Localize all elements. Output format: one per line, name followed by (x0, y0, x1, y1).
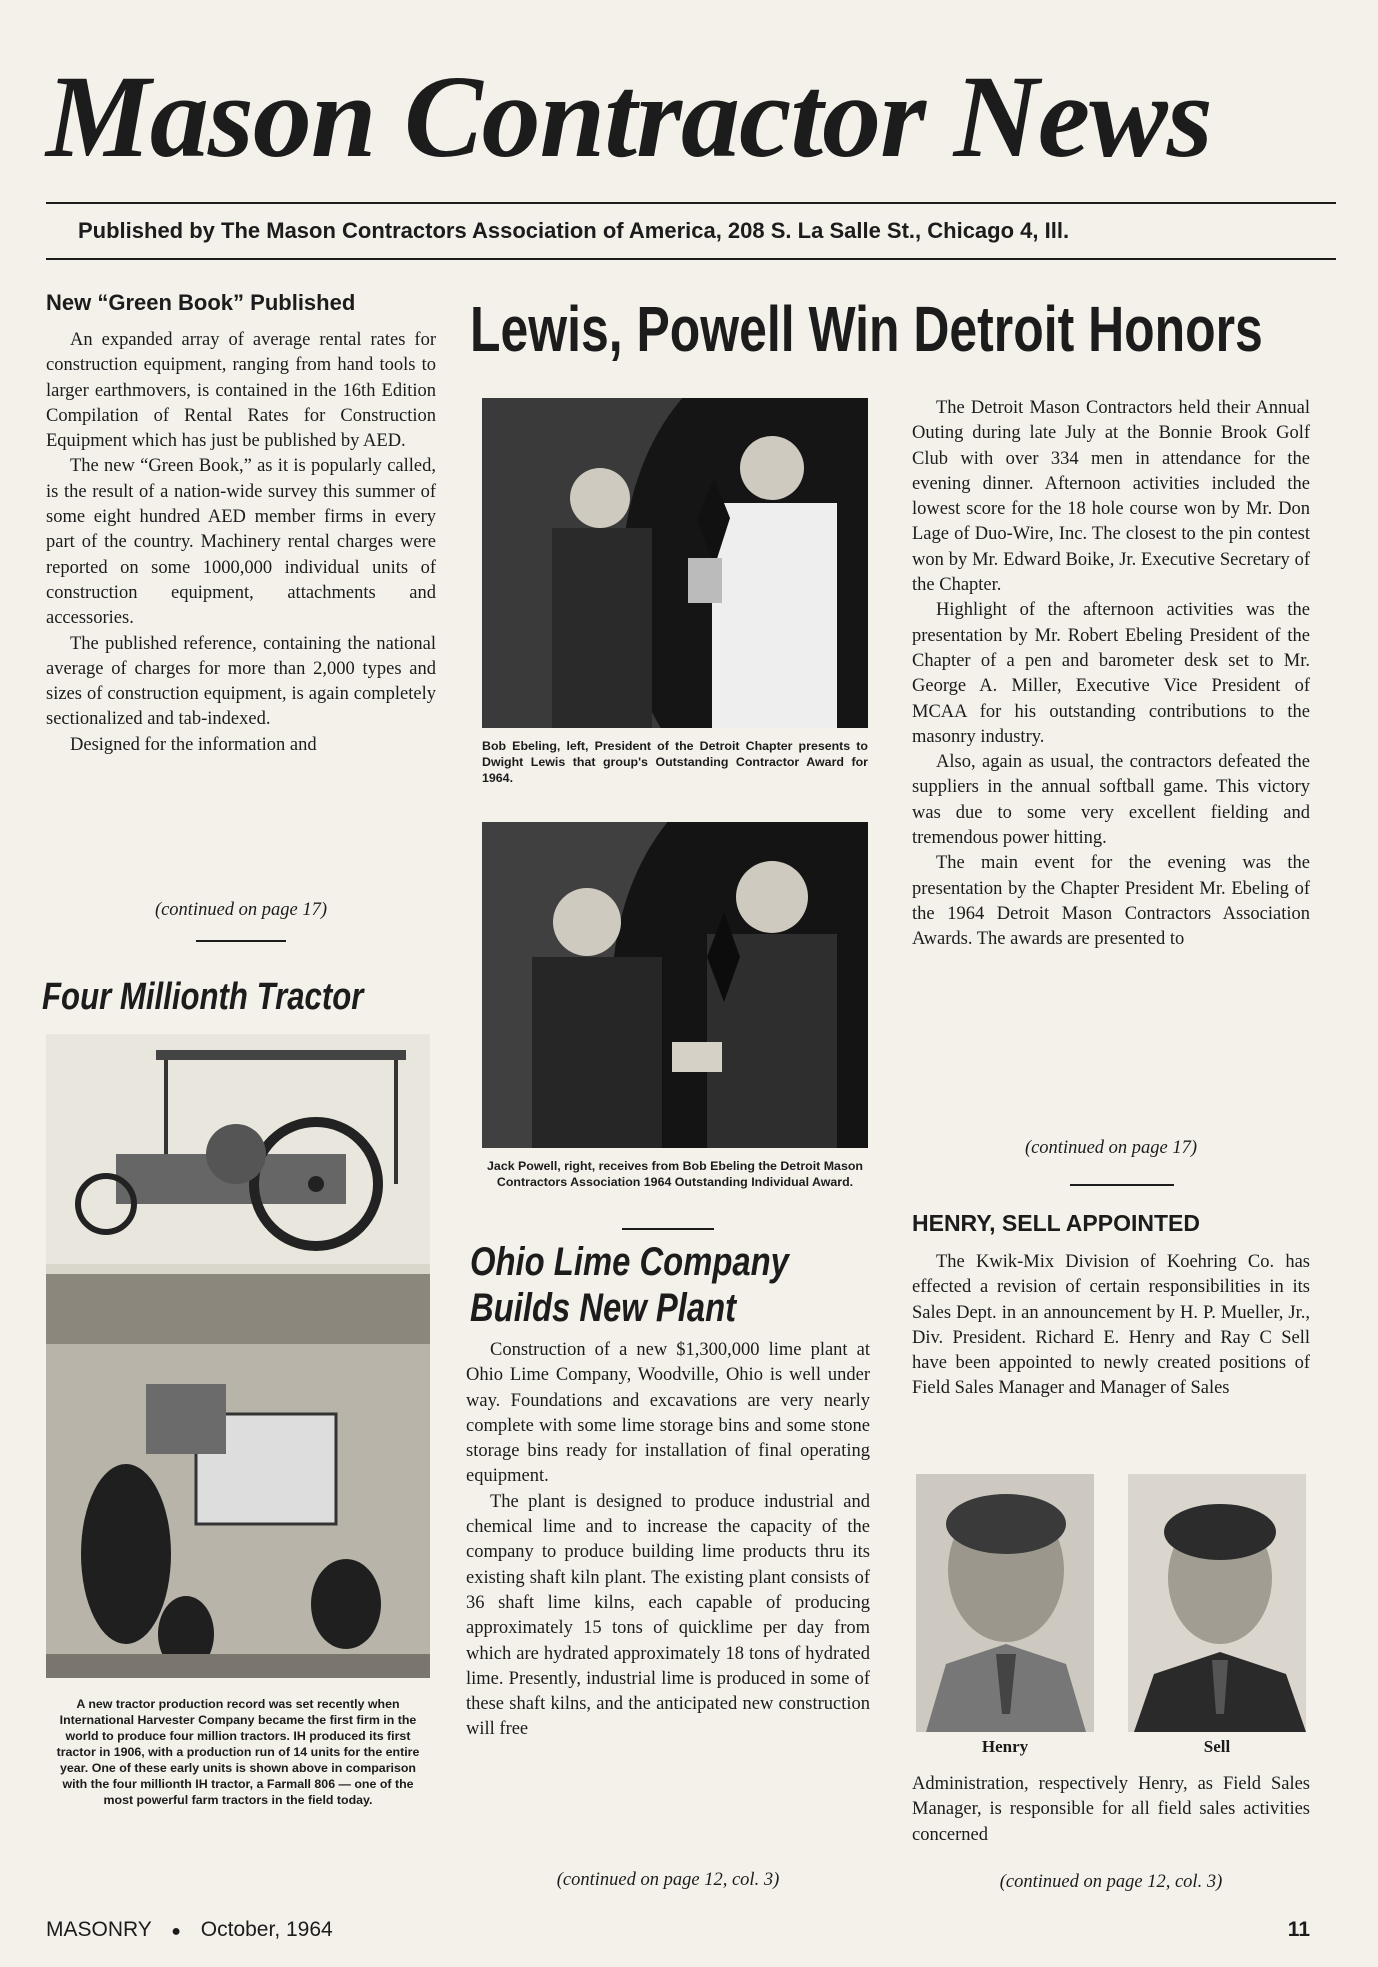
henry-sell-article-cont (912, 1772, 1310, 1848)
detroit-article (912, 396, 1310, 953)
photo-powell-ebeling-illustration (482, 822, 868, 1148)
green-book-continued: (continued on page 17) (154, 900, 328, 920)
ohio-continued: (continued on page 12, col. 3) (556, 1870, 780, 1890)
green-book-heading: New “Green Book” Published (46, 290, 356, 315)
detroit-paragraph: The Detroit Mason Contractors held their Annual Outing during late July at the Bonnie Brook Golf Club with over 334 men in attendance for the evening dinner. Afternoon activities included the lowest score for the 18 hole course won by Mr. Don Lage of Duo-Wire, Inc. The closest to the pin contest won by Mr. Edward Boike, Jr. Executive Secretary of the Chapter. (912, 398, 1310, 596)
henry-sell-continued: (continued on page 12, col. 3) (999, 1872, 1223, 1892)
ohio-paragraph: Construction of a new $1,300,000 lime plant at Ohio Lime Company, Woodville, Ohio is well under way. Foundations and excavations are very nearly complete with some lime storage bins and some stone storage bins ready for installation of final operating equipment. (466, 1340, 870, 1487)
henry-label: Henry (981, 1737, 1029, 1756)
detroit-paragraph: Also, again as usual, the contractors defeated the suppliers in the annual softball game. This victory was due to some very excellent fielding and tremendous power hitting. (912, 752, 1310, 849)
divider (1070, 1184, 1174, 1186)
photo-ebeling-lewis-illustration (482, 398, 868, 728)
tractor-illustration (46, 1034, 430, 1678)
footer-publication: MASONRY (46, 1918, 152, 1941)
portrait-sell (1128, 1474, 1306, 1732)
ohio-heading-line1: Ohio Lime Company (470, 1240, 789, 1284)
photo2-caption: Jack Powell, right, receives from Bob Ebeling the Detroit Mason Contractors Association 1964 Outstanding Individual Award. (487, 1159, 863, 1189)
green-book-paragraph: The new “Green Book,” as it is popularly called, is the result of a nation-wide survey this summer of some eight hundred AED member firms in every part of the country. Machinery rental charges were reported on some 1000,000 individual units of construction equipment, attachments and accessories. (46, 456, 436, 629)
portrait-henry-illustration (916, 1474, 1094, 1732)
green-book-article (46, 328, 436, 758)
detroit-continued: (continued on page 17) (1024, 1138, 1198, 1158)
divider (622, 1228, 714, 1230)
ohio-article (466, 1338, 870, 1743)
footer (46, 1918, 1336, 1942)
photo1-caption: Bob Ebeling, left, President of the Detroit Chapter presents to Dwight Lewis that group's Outstanding Contractor Award for 1964. (482, 739, 868, 785)
tractor-photo (46, 1034, 430, 1678)
detroit-headline: Lewis, Powell Win Detroit Honors (470, 293, 1263, 365)
tractor-heading: Four Millionth Tractor (42, 976, 364, 1018)
masthead-rule-top (46, 202, 1336, 204)
green-book-paragraph: An expanded array of average rental rates for construction equipment, ranging from hand tools to larger earthmovers, is contained in the 16th Edition Compilation of Rental Rates for Construction Equipment which has just be published by AED. (46, 330, 436, 452)
ohio-paragraph: The plant is designed to produce industrial and chemical lime and to increase the capacity of the company to produce building lime products thru its existing shaft kiln plant. The existing plant consists of 36 shaft lime kilns, each capable of producing approximately 15 tons of quicklime per day from which are hydrated approximately 18 tons of hydrated lime. Presently, industrial lime is produced in some of these shaft kilns, and the anticipated new construction will free (466, 1491, 870, 1740)
footer-date: October, 1964 (200, 1918, 333, 1941)
masthead-title: Mason Contractor News (46, 51, 1212, 182)
green-book-paragraph: Designed for the information and (70, 734, 317, 755)
page-number: 11 (1287, 1918, 1310, 1941)
detroit-paragraph: Highlight of the afternoon activities was the presentation by Mr. Robert Ebeling President of the Chapter of a pen and barometer desk set to Mr. George A. Miller, Executive Vice President of MCAA for his outstanding contributions to the masonry industry. (912, 600, 1310, 747)
portrait-henry (916, 1474, 1094, 1732)
tractor-caption: A new tractor production record was set recently when International Harvester Company became the first firm in the world to produce four million tractors. IH produced its first tractor in 1906, with a production run of 14 units for the entire year. One of these early units is shown above in comparison with the four millionth IH tractor, a Farmall 806 — one of the most powerful farm tractors in the field today. (56, 1697, 420, 1807)
publisher-line: Published by The Mason Contractors Association of America, 208 S. La Salle St., Chicago 4, Ill. (78, 218, 1070, 243)
footer-bullet: ● (171, 1923, 181, 1940)
henry-sell-paragraph: The Kwik-Mix Division of Koehring Co. has effected a revision of certain responsibilities in its Sales Dept. in an announcement by H. P. Mueller, Jr., Div. President. Richard E. Henry and Ray C Sell have been appointed to newly created positions of Field Sales Manager and Manager of Sales (912, 1252, 1310, 1399)
henry-sell-paragraph: Administration, respectively Henry, as Field Sales Manager, is responsible for all field sales activities concerned (912, 1774, 1310, 1845)
divider (196, 940, 286, 942)
photo-ebeling-lewis (482, 398, 868, 728)
detroit-paragraph: The main event for the evening was the presentation by the Chapter President Mr. Ebeling of the 1964 Detroit Mason Contractors Association Awards. The awards are presented to (912, 853, 1310, 950)
green-book-paragraph: The published reference, containing the national average of charges for more than 2,000 types and sizes of construction equipment, is again completely sectionalized and tab-indexed. (46, 633, 436, 730)
henry-sell-heading: HENRY, SELL APPOINTED (912, 1210, 1200, 1236)
ohio-heading-line2: Builds New Plant (470, 1286, 737, 1330)
photo-powell-ebeling (482, 822, 868, 1148)
portrait-sell-illustration (1128, 1474, 1306, 1732)
sell-label: Sell (1203, 1737, 1231, 1756)
masthead-rule-bottom (46, 258, 1336, 260)
henry-sell-article (912, 1250, 1310, 1402)
